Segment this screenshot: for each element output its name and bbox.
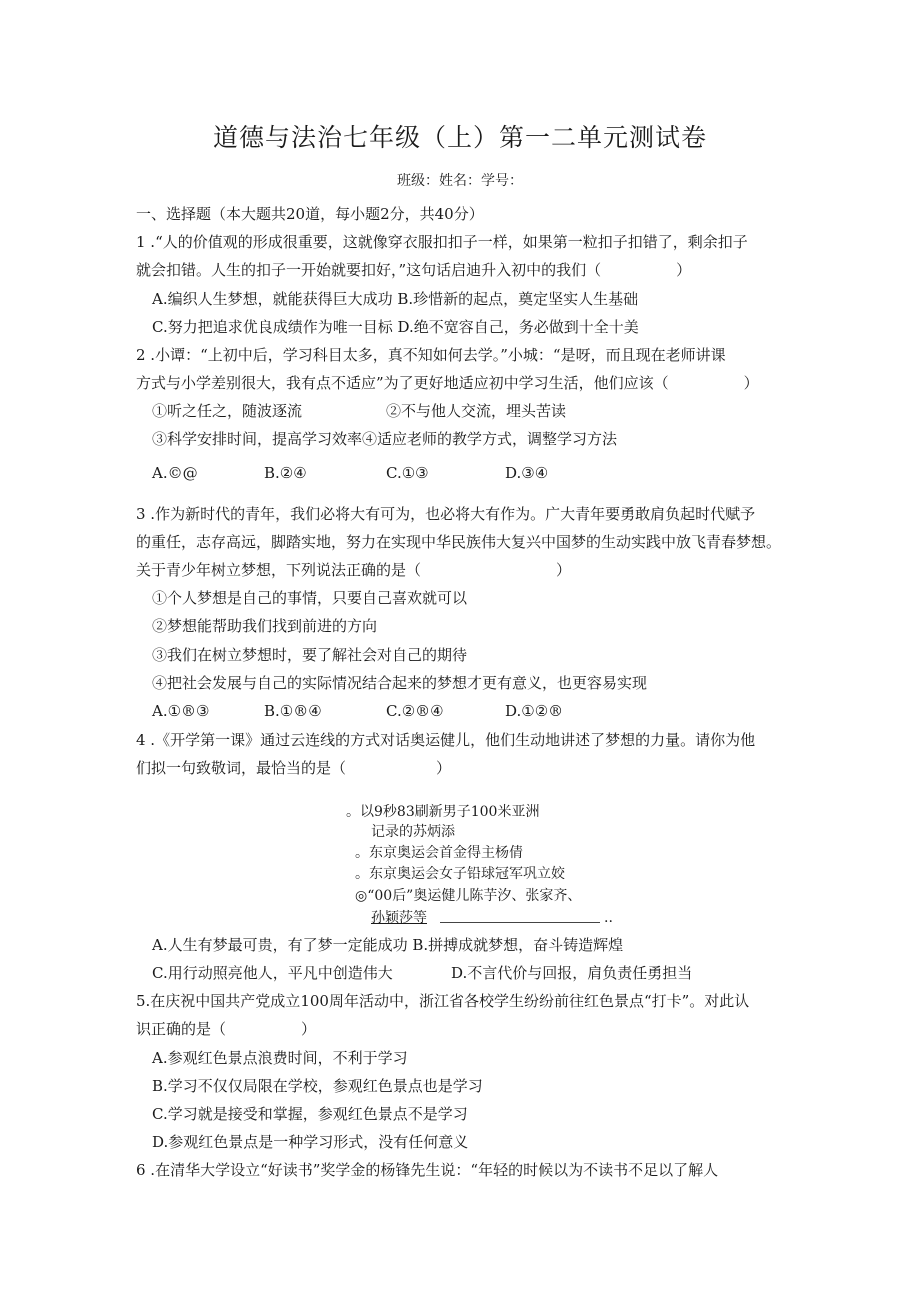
question-2-option-d: D.③④ [505,464,549,482]
section-heading: 一、选择题（本大题共20道，每小题2分，共40分） [136,205,484,223]
question-3-statement-1: ①个人梦想是自己的事情，只要自己喜欢就可以 [152,589,468,607]
question-3-stem-line-3: 关于青少年树立梦想，下列说法正确的是（ ） [136,561,572,579]
question-5-stem-line-2: 识正确的是（ ） [136,1020,317,1038]
question-1-stem-line-2: 就会扣错。人生的扣子一开始就要扣好，”这句话启迪升入初中的我们（ ） [136,261,692,279]
question-2-statement-3-4: ③科学安排时间，提高学习效率④适应老师的教学方式，调整学习方法 [152,430,618,448]
athlete-list-item-2: 。东京奥运会首金得主杨倩 [355,845,523,861]
question-5-stem-line-1: 5.在庆祝中国共产党成立100周年活动中，浙江省各校学生纷纷前往红色景点“打卡”。对此认 [136,992,750,1010]
question-3-option-c: C.②®④ [386,702,444,720]
page-title: 道德与法治七年级（上）第一二单元测试卷 [212,123,707,152]
question-1-stem-line-1: 1 .“人的价值观的形成很重要，这就像穿衣服扣扣子一样，如果第一粒扣子扣错了，剩余扣子 [136,233,748,251]
question-4-stem-line-2: 们拟一句致敬词，最恰当的是（ ） [136,759,452,777]
question-4-options-ab: A.人生有梦最可贵，有了梦一定能成功 B.拼搏成就梦想，奋斗铸造辉煌 [152,936,624,954]
blank-line [440,922,600,923]
question-3-statement-4: ④把社会发展与自己的实际情况结合起来的梦想才更有意义，也更容易实现 [152,674,648,692]
question-4-option-c: C.用行动照亮他人，平凡中创造伟大 [152,964,393,982]
athlete-list-item-1: 。以9秒83刷新男子100米亚洲 [346,804,540,820]
question-6-stem-line-1: 6 .在清华大学设立“好读书”奖学金的杨锋先生说：“年轻的时候以为不读书不足以了解人 [136,1161,719,1179]
question-1-options-ab: A.编织人生梦想，就能获得巨大成功 B.珍惜新的起点，奠定坚实人生基础 [152,290,639,308]
question-2-option-a: A.©@ [152,464,198,482]
question-2-stem-line-2: 方式与小学差别很大，我有点不适应”为了更好地适应初中学习生活，他们应该（ ） [136,374,759,392]
question-3-option-a: A.①®③ [152,702,210,720]
question-4-option-d: D.不言代价与回报，肩负责任勇担当 [451,964,693,982]
athlete-list-item-4: ◎“00后”奥运健儿陈芋汐、张家齐、 [355,888,582,904]
question-3-statement-3: ③我们在树立梦想时，要了解社会对自己的期待 [152,646,468,664]
question-2-statement-2: ②不与他人交流，埋头苦读 [386,402,567,420]
question-2-option-c: C.①③ [386,464,429,482]
question-1-options-cd: C.努力把追求优良成绩作为唯一目标 D.绝不宽容自己，务必做到十全十美 [152,318,639,336]
athlete-list-item-4-cont: 孙颖莎等 [371,910,427,926]
question-3-stem-line-1: 3 .作为新时代的青年，我们必将大有可为，也必将大有作为。广大青年要勇敢肩负起时代赋予 [136,505,756,523]
question-5-option-d: D.参观红色景点是一种学习形式，没有任何意义 [152,1133,469,1151]
question-2-statement-1: ①听之任之，随波逐流 [152,402,303,420]
athlete-list-item-1-cont: 记录的苏炳添 [371,824,455,840]
question-3-option-d: D.①②® [505,702,564,720]
question-5-option-b: B.学习不仅仅局限在学校，参观红色景点也是学习 [152,1077,483,1095]
question-3-stem-line-2: 的重任，志存高远，脚踏实地，努力在实现中华民族伟大复兴中国梦的生动实践中放飞青春梦想。 [136,533,782,551]
question-2-stem-line-1: 2 .小谭：“上初中后，学习科目太多，真不知如何去学。”小城：“是呀，而且现在老师讲课 [136,346,726,364]
question-2-option-b: B.②④ [264,464,307,482]
question-3-option-b: B.①®④ [264,702,322,720]
question-5-option-a: A.参观红色景点浪费时间，不利于学习 [152,1049,408,1067]
athlete-list-item-3: 。东京奥运会女子铅球冠军巩立姣 [355,866,565,882]
question-3-statement-2: ②梦想能帮助我们找到前进的方向 [152,617,378,635]
student-info-line: 班级：姓名：学号： [397,173,523,189]
question-4-stem-line-1: 4 .《开学第一课》通过云连线的方式对话奥运健儿，他们生动地讲述了梦想的力量。请你为他 [136,731,756,749]
question-5-option-c: C.学习就是接受和掌握，参观红色景点不是学习 [152,1105,468,1123]
trailing-dots: .. [604,910,613,926]
